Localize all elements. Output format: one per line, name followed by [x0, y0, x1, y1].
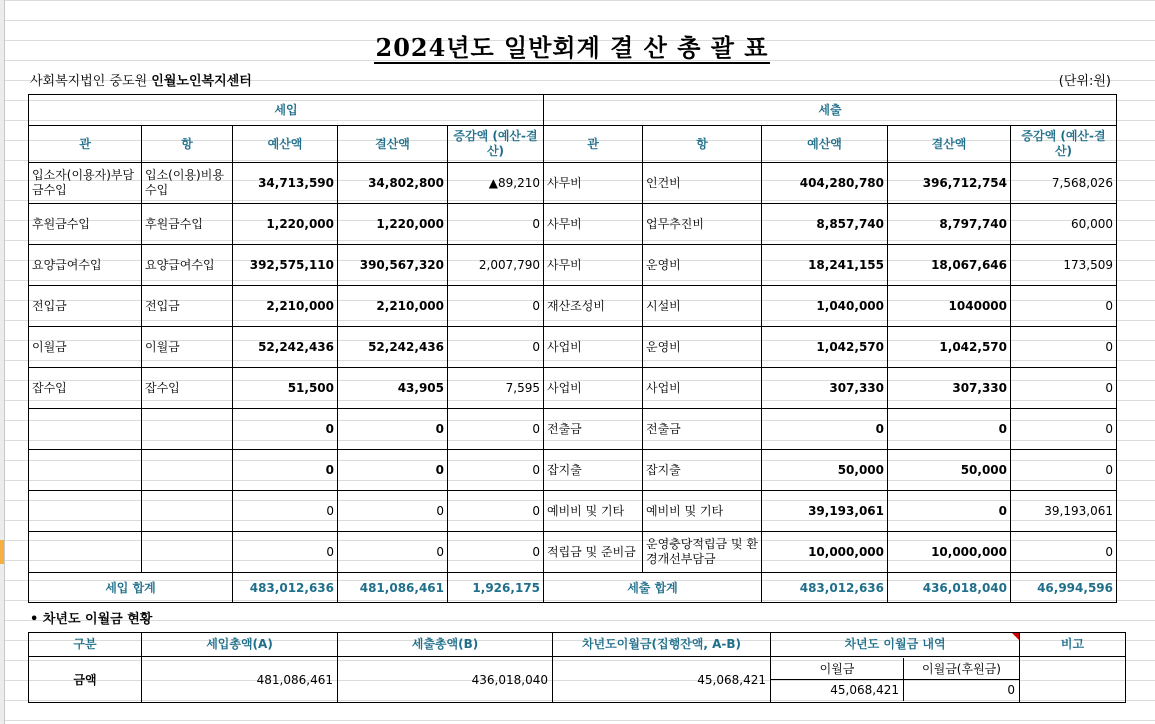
income-section-header: 세입	[29, 95, 544, 126]
expense-hang-cell: 잡지출	[643, 450, 762, 491]
income-diff-cell: 0	[448, 450, 544, 491]
expense-diff-cell: 0	[1011, 368, 1117, 409]
carryover-header-expense: 세출총액(B)	[338, 633, 553, 657]
income-budget-cell: 0	[233, 450, 338, 491]
carryover-expense-total: 436,018,040	[338, 657, 553, 703]
income-diff-cell: ▲89,210	[448, 163, 544, 204]
income-hang-cell: 잡수입	[142, 368, 233, 409]
expense-hang-cell: 운영충당적립금 및 환경개선부담금	[643, 532, 762, 573]
income-gwan-cell	[29, 491, 142, 532]
carryover-header-detail-text: 차년도 이월금 내역	[844, 637, 946, 651]
expense-budget-cell: 8,857,740	[762, 204, 888, 245]
income-gwan-cell: 후원금수입	[29, 204, 142, 245]
expense-hang-cell: 운영비	[643, 327, 762, 368]
income-budget-cell: 34,713,590	[233, 163, 338, 204]
income-budget-cell: 51,500	[233, 368, 338, 409]
income-budget-cell: 0	[233, 409, 338, 450]
col-header-expense-settle: 결산액	[888, 126, 1011, 163]
income-hang-cell: 이월금	[142, 327, 233, 368]
expense-gwan-cell: 사업비	[544, 327, 643, 368]
income-budget-cell: 0	[233, 491, 338, 532]
income-budget-cell: 52,242,436	[233, 327, 338, 368]
carryover-support-amount: 0	[1007, 683, 1015, 698]
expense-settle-cell: 50,000	[888, 450, 1011, 491]
income-settle-cell: 0	[338, 450, 448, 491]
organization-line	[30, 70, 252, 89]
col-header-expense-gwan: 관	[544, 126, 643, 163]
expense-gwan-cell: 잡지출	[544, 450, 643, 491]
carryover-detail-grid	[771, 658, 1019, 701]
income-gwan-cell: 전입금	[29, 286, 142, 327]
expense-diff-cell: 0	[1011, 286, 1117, 327]
expense-settle-cell: 0	[888, 409, 1011, 450]
carryover-row-label: 금액	[29, 657, 142, 703]
carryover-header-detail	[771, 633, 1020, 657]
col-header-expense-budget: 예산액	[762, 126, 888, 163]
income-gwan-cell: 요양급여수입	[29, 245, 142, 286]
income-budget-cell: 2,210,000	[233, 286, 338, 327]
income-budget-cell: 0	[233, 532, 338, 573]
expense-budget-cell: 307,330	[762, 368, 888, 409]
expense-hang-cell: 전출금	[643, 409, 762, 450]
income-gwan-cell	[29, 409, 142, 450]
table-row	[29, 368, 1117, 409]
expense-gwan-cell: 사무비	[544, 204, 643, 245]
income-settle-cell: 52,242,436	[338, 327, 448, 368]
income-diff-cell: 0	[448, 532, 544, 573]
carryover-carry-amount: 45,068,421	[771, 679, 904, 701]
expense-diff-cell: 0	[1011, 409, 1117, 450]
income-settle-cell: 0	[338, 532, 448, 573]
unit-label: (단위:원)	[1058, 74, 1111, 89]
comment-indicator	[1012, 633, 1019, 640]
table-row	[29, 532, 1117, 573]
expense-total-budget: 483,012,636	[762, 573, 888, 603]
expense-gwan-cell: 전출금	[544, 409, 643, 450]
expense-hang-cell: 사업비	[643, 368, 762, 409]
table-row	[29, 245, 1117, 286]
col-header-expense-hang: 항	[643, 126, 762, 163]
table-row	[29, 409, 1117, 450]
income-total-settle: 481,086,461	[338, 573, 448, 603]
carryover-balance: 45,068,421	[553, 657, 771, 703]
income-settle-cell: 1,220,000	[338, 204, 448, 245]
income-hang-cell	[142, 409, 233, 450]
table-row	[29, 204, 1117, 245]
carryover-section-title: • 차년도 이월금 현황	[30, 612, 153, 627]
carryover-table	[28, 632, 1126, 703]
expense-section-header: 세출	[544, 95, 1117, 126]
income-diff-cell: 0	[448, 491, 544, 532]
expense-settle-cell: 10,000,000	[888, 532, 1011, 573]
expense-diff-cell: 0	[1011, 327, 1117, 368]
col-header-expense-diff: 증감액 (예산-결산)	[1011, 126, 1117, 163]
income-diff-cell: 0	[448, 409, 544, 450]
carryover-sub-header-support: 이월금(후원금)	[904, 658, 1020, 679]
expense-budget-cell: 404,280,780	[762, 163, 888, 204]
expense-hang-cell: 예비비 및 기타	[643, 491, 762, 532]
col-header-income-hang: 항	[142, 126, 233, 163]
income-diff-cell: 2,007,790	[448, 245, 544, 286]
income-settle-cell: 390,567,320	[338, 245, 448, 286]
income-hang-cell	[142, 491, 233, 532]
col-header-income-gwan: 관	[29, 126, 142, 163]
expense-hang-cell: 시설비	[643, 286, 762, 327]
expense-budget-cell: 10,000,000	[762, 532, 888, 573]
income-diff-cell: 0	[448, 327, 544, 368]
expense-hang-cell: 업무추진비	[643, 204, 762, 245]
expense-total-settle: 436,018,040	[888, 573, 1011, 603]
income-hang-cell: 입소(이용)비용수입	[142, 163, 233, 204]
expense-diff-cell: 173,509	[1011, 245, 1117, 286]
col-header-income-settle: 결산액	[338, 126, 448, 163]
income-hang-cell: 요양급여수입	[142, 245, 233, 286]
carryover-note	[1020, 657, 1126, 703]
income-gwan-cell: 이월금	[29, 327, 142, 368]
expense-total-label: 세출 합계	[544, 573, 762, 603]
table-row	[29, 286, 1117, 327]
income-diff-cell: 0	[448, 286, 544, 327]
income-settle-cell: 43,905	[338, 368, 448, 409]
page-title	[28, 28, 1116, 63]
expense-budget-cell: 1,042,570	[762, 327, 888, 368]
col-header-income-budget: 예산액	[233, 126, 338, 163]
income-total-budget: 483,012,636	[233, 573, 338, 603]
expense-settle-cell: 396,712,754	[888, 163, 1011, 204]
income-total-diff: 1,926,175	[448, 573, 544, 603]
carryover-sub-header-carry: 이월금	[771, 658, 904, 679]
income-hang-cell: 후원금수입	[142, 204, 233, 245]
org-prefix: 사회복지법인 중도원	[30, 74, 152, 89]
table-row	[29, 491, 1117, 532]
table-row	[29, 450, 1117, 491]
income-budget-cell: 392,575,110	[233, 245, 338, 286]
expense-settle-cell: 18,067,646	[888, 245, 1011, 286]
expense-diff-cell: 7,568,026	[1011, 163, 1117, 204]
income-gwan-cell: 잡수입	[29, 368, 142, 409]
income-total-label: 세입 합계	[29, 573, 233, 603]
income-diff-cell: 0	[448, 204, 544, 245]
carryover-income-total: 481,086,461	[142, 657, 338, 703]
income-gwan-cell: 입소자(이용자)부담금수입	[29, 163, 142, 204]
expense-budget-cell: 0	[762, 409, 888, 450]
expense-diff-cell: 60,000	[1011, 204, 1117, 245]
income-budget-cell: 1,220,000	[233, 204, 338, 245]
expense-gwan-cell: 사무비	[544, 245, 643, 286]
income-settle-cell: 0	[338, 491, 448, 532]
carryover-header-note: 비고	[1020, 633, 1126, 657]
carryover-header-gubun: 구분	[29, 633, 142, 657]
income-hang-cell	[142, 450, 233, 491]
expense-total-diff: 46,994,596	[1011, 573, 1117, 603]
income-settle-cell: 34,802,800	[338, 163, 448, 204]
expense-gwan-cell: 사업비	[544, 368, 643, 409]
income-gwan-cell	[29, 450, 142, 491]
carryover-header-balance: 차년도이월금(집행잔액, A-B)	[553, 633, 771, 657]
carryover-header-income: 세입총액(A)	[142, 633, 338, 657]
carryover-detail-cell	[771, 657, 1020, 703]
table-row	[29, 327, 1117, 368]
expense-hang-cell: 인건비	[643, 163, 762, 204]
expense-hang-cell: 운영비	[643, 245, 762, 286]
org-name: 인월노인복지센터	[151, 74, 252, 89]
expense-diff-cell: 0	[1011, 532, 1117, 573]
expense-diff-cell: 0	[1011, 450, 1117, 491]
income-settle-cell: 0	[338, 409, 448, 450]
expense-diff-cell: 39,193,061	[1011, 491, 1117, 532]
expense-budget-cell: 18,241,155	[762, 245, 888, 286]
title-text: 2024년도 일반회계 결 산 총 괄 표	[375, 33, 769, 62]
expense-settle-cell: 1040000	[888, 286, 1011, 327]
expense-gwan-cell: 적립금 및 준비금	[544, 532, 643, 573]
selected-row-marker	[0, 540, 4, 564]
expense-gwan-cell: 예비비 및 기타	[544, 491, 643, 532]
expense-settle-cell: 307,330	[888, 368, 1011, 409]
expense-budget-cell: 39,193,061	[762, 491, 888, 532]
income-settle-cell: 2,210,000	[338, 286, 448, 327]
table-row	[29, 163, 1117, 204]
expense-settle-cell: 0	[888, 491, 1011, 532]
expense-budget-cell: 1,040,000	[762, 286, 888, 327]
expense-settle-cell: 8,797,740	[888, 204, 1011, 245]
col-header-income-diff: 증감액 (예산-결산)	[448, 126, 544, 163]
row-header-strip	[0, 0, 5, 724]
income-hang-cell: 전입금	[142, 286, 233, 327]
expense-settle-cell: 1,042,570	[888, 327, 1011, 368]
expense-gwan-cell: 사무비	[544, 163, 643, 204]
expense-budget-cell: 50,000	[762, 450, 888, 491]
income-gwan-cell	[29, 532, 142, 573]
income-diff-cell: 7,595	[448, 368, 544, 409]
expense-gwan-cell: 재산조성비	[544, 286, 643, 327]
income-hang-cell	[142, 532, 233, 573]
settlement-table	[28, 94, 1117, 603]
